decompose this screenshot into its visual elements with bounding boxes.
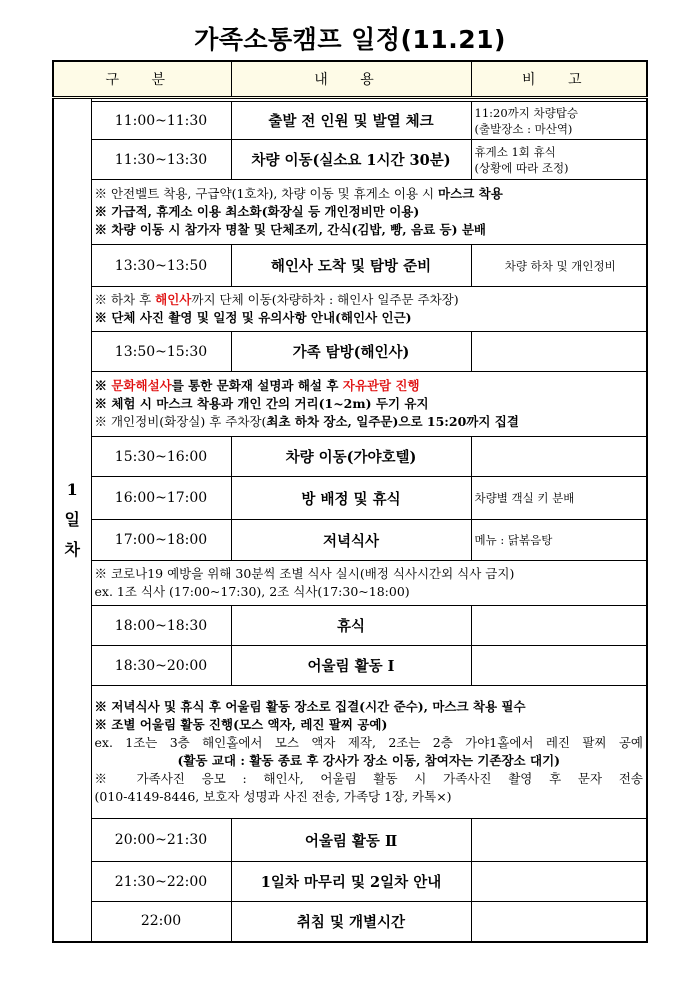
table-row (53, 245, 647, 287)
note-line: ex. 1조는 3층 해인홀에서 모스 액자 제작, 2조는 2층 가야1홀에서 레진 팔찌 공예 (94, 735, 643, 750)
header-division: 구 분 (53, 61, 231, 98)
note-line (95, 377, 644, 395)
content-cell: 차량 이동(가야호텔) (231, 437, 471, 477)
time-cell: 11:00~11:30 (91, 102, 231, 140)
content-cell: 1일차 마무리 및 2일차 안내 (231, 862, 471, 902)
table-row (53, 520, 647, 561)
content-cell: 가족 탐방(해인사) (231, 332, 471, 372)
table-row (53, 606, 647, 646)
note-emphasis: )으로 15:20까지 집결 (392, 414, 519, 429)
content-cell: 방 배정 및 휴식 (231, 477, 471, 520)
note-emphasis: 최초 하차 장소, 일주문 (266, 414, 393, 429)
remark-line: 휴게소 1회 휴식 (474, 144, 556, 159)
header-content: 내 용 (231, 61, 471, 98)
remark-line: (출발장소 : 마산역) (474, 121, 573, 136)
content-cell: 휴식 (231, 606, 471, 646)
table-row (53, 477, 647, 520)
note-line (95, 291, 644, 309)
note-cell (91, 686, 647, 819)
day-label-2: 일 (64, 509, 80, 529)
note-highlight: 문화해설사 (111, 378, 172, 393)
time-cell: 13:50~15:30 (91, 332, 231, 372)
note-row (53, 287, 647, 332)
note-emphasis: 마스크 착용 (438, 186, 503, 201)
remark-cell (471, 646, 647, 686)
table-row (53, 646, 647, 686)
table-row (53, 902, 647, 942)
time-cell: 17:00~18:00 (91, 520, 231, 561)
table-row (53, 102, 647, 140)
note-line: ※ 조별 어울림 활동 진행(모스 액자, 레진 팔찌 공예) (94, 717, 388, 732)
note-highlight: 자유관람 진행 (342, 378, 420, 393)
remark-cell (471, 332, 647, 372)
content-cell: 출발 전 인원 및 발열 체크 (231, 102, 471, 140)
time-cell: 18:00~18:30 (91, 606, 231, 646)
note-line: ※ 코로나19 예방을 위해 30분씩 조별 식사 실시(배정 식사시간외 식사 금지) (94, 566, 515, 581)
content-cell: 어울림 활동 Ⅰ (231, 646, 471, 686)
remark-cell: 차량 하차 및 개인정비 (471, 245, 647, 287)
note-line: (010-4149-8446, 보호자 성명과 사진 전송, 가족당 1장, 카톡×) (94, 789, 452, 804)
content-cell: 어울림 활동 Ⅱ (231, 819, 471, 862)
header-remarks: 비 고 (471, 61, 647, 98)
note-text: ※ (94, 378, 112, 393)
content-cell: 해인사 도착 및 탐방 준비 (231, 245, 471, 287)
table-row (53, 437, 647, 477)
note-line: ex. 1조 식사 (17:00~17:30), 2조 식사(17:30~18:00) (94, 584, 410, 599)
table-row (53, 819, 647, 862)
note-cell (91, 561, 647, 606)
remark-cell (471, 437, 647, 477)
note-line: ※ 단체 사진 촬영 및 일정 및 유의사항 안내(해인사 인근) (94, 310, 412, 325)
remark-cell: 차량별 객실 키 분배 (471, 477, 647, 520)
note-line (95, 413, 644, 431)
time-cell: 22:00 (91, 902, 231, 942)
note-text: ※ 하차 후 (94, 292, 156, 307)
time-cell: 18:30~20:00 (91, 646, 231, 686)
note-line: ※ 가급적, 휴게소 이용 최소화(화장실 등 개인정비만 이용) (94, 204, 420, 219)
table-header-row (53, 61, 647, 98)
time-cell: 16:00~17:00 (91, 477, 231, 520)
note-cell (91, 180, 647, 245)
day-label-1: 1 (66, 479, 78, 499)
time-cell: 20:00~21:30 (91, 819, 231, 862)
note-text: ※ 개인정비(화장실) 후 주차장( (94, 414, 267, 429)
note-line: ※ 가족사진 응모 : 해인사, 어울림 활동 시 가족사진 촬영 후 문자 전송 (94, 771, 643, 786)
content-cell: 차량 이동(실소요 1시간 30분) (231, 140, 471, 180)
time-cell: 15:30~16:00 (91, 437, 231, 477)
remark-cell (471, 606, 647, 646)
content-cell: 취침 및 개별시간 (231, 902, 471, 942)
table-row (53, 862, 647, 902)
remark-cell (471, 819, 647, 862)
remark-cell: 메뉴 : 닭볶음탕 (471, 520, 647, 561)
time-cell: 11:30~13:30 (91, 140, 231, 180)
note-row (53, 372, 647, 437)
time-cell: 13:30~13:50 (91, 245, 231, 287)
remark-cell (471, 902, 647, 942)
remark-cell (471, 140, 647, 180)
day-label-3: 차 (64, 539, 80, 559)
note-row (53, 686, 647, 819)
note-line: ※ 차량 이동 시 참가자 명찰 및 단체조끼, 간식(김밥, 빵, 음료 등) 분배 (94, 222, 486, 237)
note-row (53, 180, 647, 245)
table-row (53, 140, 647, 180)
note-line (95, 185, 644, 203)
time-cell: 21:30~22:00 (91, 862, 231, 902)
note-cell (91, 287, 647, 332)
note-line: (활동 교대 : 활동 종료 후 강사가 장소 이동, 참여자는 기존장소 대기) (177, 753, 561, 768)
day-label (53, 98, 91, 942)
note-text: ※ 안전벨트 착용, 구급약(1호차), 차량 이동 및 휴게소 이용 시 (94, 186, 439, 201)
note-text: 를 통한 문화재 설명과 해설 후 (171, 378, 343, 393)
schedule-table (52, 60, 648, 943)
table-row (53, 332, 647, 372)
note-text: 까지 단체 이동(차량하차 : 해인사 일주문 주차장) (191, 292, 459, 307)
content-cell: 저녁식사 (231, 520, 471, 561)
remark-line: 11:20까지 차량탑승 (474, 105, 578, 120)
note-line: ※ 저녁식사 및 휴식 후 어울림 활동 장소로 집결(시간 준수), 마스크 착용 필수 (94, 699, 526, 714)
remark-cell (471, 862, 647, 902)
note-highlight: 해인사 (155, 292, 192, 307)
remark-line: (상황에 따라 조정) (474, 160, 569, 175)
page-title: 가족소통캠프 일정(11.21) (194, 25, 506, 54)
note-row (53, 561, 647, 606)
remark-cell (471, 102, 647, 140)
note-cell (91, 372, 647, 437)
note-line: ※ 체험 시 마스크 착용과 개인 간의 거리(1~2m) 두기 유지 (94, 396, 429, 411)
